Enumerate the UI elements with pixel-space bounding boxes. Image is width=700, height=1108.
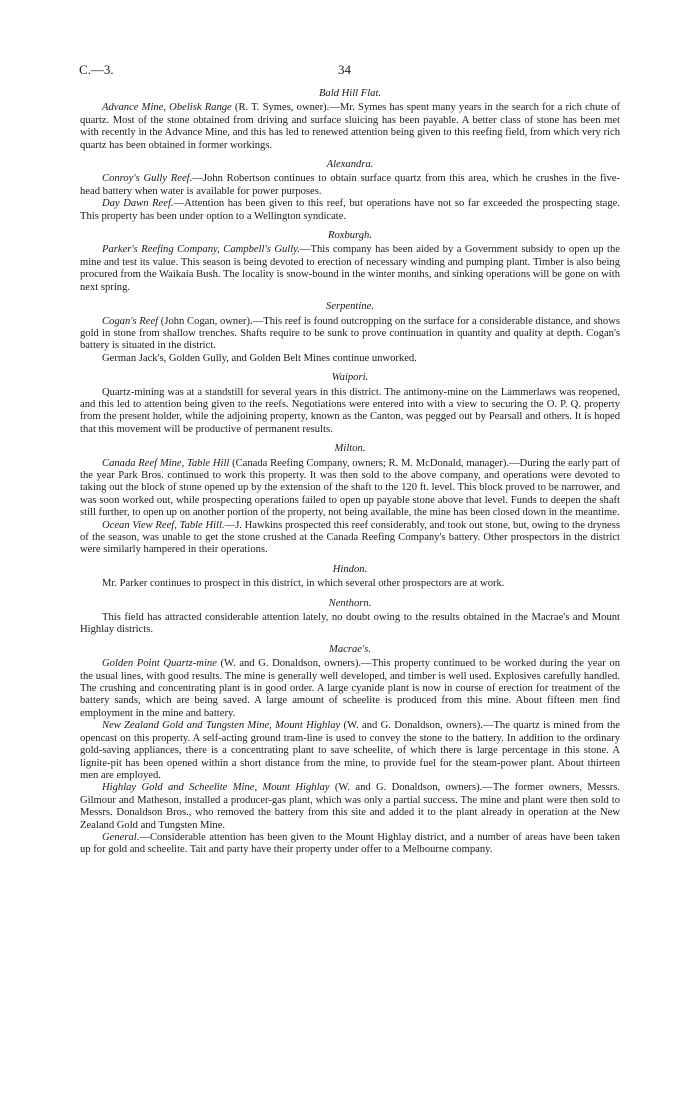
paragraph-lead: Parker's Reefing Company, Campbell's Gully. (102, 244, 300, 256)
section (80, 644, 620, 857)
paragraph-lead: Advance Mine, Obelisk Range (102, 102, 232, 114)
paragraph-text: (W. and G. Donaldson, owners).—The former owners, Messrs. Gilmour and Matheson, installed a producer-gas plant, which was only a partial success. The mine and plant were then sold to Messrs. Donaldson Bros., who removed the battery from this site and added it to the plant already in operation at the New Zealand Gold and Tungsten Mine. (80, 782, 620, 831)
section (80, 301, 620, 365)
section-heading: Roxburgh. (327, 230, 373, 242)
paragraph (80, 458, 620, 520)
section-heading: Bald Hill Flat. (318, 88, 382, 99)
paragraph-text: —John Robertson continues to obtain surface quartz from this area, which he crushes in the five-head battery when water is available for power purposes. (80, 173, 621, 197)
paragraph-lead: Highlay Gold and Scheelite Mine, Mount Highlay (102, 782, 330, 794)
report-code: C.—3. (79, 62, 114, 77)
paragraph (80, 353, 620, 365)
paragraph (80, 316, 620, 353)
paragraph-text: (W. and G. Donaldson, owners).—This property continued to be worked during the year on the usual lines, with good results. The mine is generally well developed, and timber is well used. Explosives carefully handled. The crushing and concentrating plant is in good order. A large cyanide plant is now in course of erection for treatment of the battery sands, which are being saved. A large amount of scheelite is produced from this mine. About fifteen men find employment in the mine and battery. (80, 658, 620, 719)
section (80, 230, 620, 294)
paragraph (80, 102, 620, 152)
paragraph (80, 612, 620, 637)
page-number: 34 (338, 62, 351, 77)
section (80, 159, 620, 223)
section (80, 564, 620, 591)
paragraph-lead: Golden Point Quartz-mine (102, 658, 217, 670)
paragraph-text: —J. Hawkins prospected this reef considerably, and took out stone, but, owing to the dryness of the season, was unable to get the stone crushed at the Canada Reefing Company's battery. Other prospectors in the district were similarly hampered in their operations. (80, 519, 620, 556)
paragraph-text: —Attention has been given to this reef, but operations have not so far exceeded the prospecting stage. This property has been under option to a Wellington syndicate. (80, 198, 620, 222)
paragraph-text: —Considerable attention has been given to the Mount Highlay district, and a number of areas have been taken up for gold and scheelite. Tait and party have their property under offer to a Melbourne company. (80, 831, 620, 856)
paragraph (80, 782, 620, 832)
section (80, 88, 620, 152)
paragraph (80, 720, 620, 782)
section-heading: Milton. (334, 443, 366, 455)
section (80, 598, 620, 637)
paragraph-lead: New Zealand Gold and Tungsten Mine, Mount Highlay (102, 720, 341, 732)
paragraph-lead: General. (102, 831, 140, 843)
section (80, 443, 620, 557)
paragraph (80, 520, 620, 557)
section-heading: Alexandra. (326, 159, 374, 171)
paragraph-lead: Day Dawn Reef. (102, 198, 174, 210)
paragraph (80, 173, 620, 198)
paragraph-text: (John Cogan, owner).—This reef is found outcropping on the surface for a considerable distance, and shows gold in stone from shallow trenches. Shafts require to be sunk to prove continuation in quantity and quality at depth. Cogan's battery is situated in the district. (80, 315, 621, 352)
paragraph (80, 387, 620, 437)
section-heading: Serpentine. (326, 301, 374, 313)
paragraph-lead: Ocean View Reef, Table Hill. (102, 519, 225, 531)
paragraph-text: —This company has been aided by a Government subsidy to open up the mine and test its value. This season is being devoted to erection of necessary winding and pumping plant. Timber is also being procured from the Waikaia Bush. The locality is snow-bound in the winter months, and sinking operations will be gone on with next spring. (80, 244, 620, 293)
paragraph-text: German Jack's, Golden Gully, and Golden Belt Mines continue unworked. (102, 352, 417, 364)
paragraph (80, 244, 620, 294)
paragraph-text: (W. and G. Donaldson, owners).—The quartz is mined from the opencast on this property. A self-acting ground tram-line is used to convey the stone to the battery. In addition to the ordinary gold-saving appliances, there is a concentrating plant to save scheelite, of which there is large percentage in this stone. A lignite-pit has been opened within a short distance from the mine, to provide fuel for the steam-power plant. About thirteen men are employed. (80, 720, 620, 781)
section-heading: Nenthorn. (328, 597, 372, 609)
paragraph-text: (Canada Reefing Company, owners; R. M. McDonald, manager).—During the early part of the year Park Bros. continued to work this property. It was then sold to the above company, and operations were devoted to taking out the block of stone opened up by the extension of the shaft to the 120 ft. level. This block proved to be narrower, and was soon worked out, while prospecting operations failed to open up payable stone above that level. Funds to deepen the shaft still further, to open up on another portion of the property, not being available, the mine has been closed down in the meantime. (80, 457, 620, 519)
section-heading: Waipori. (331, 372, 369, 384)
paragraph (80, 832, 620, 857)
paragraph-text: This field has attracted considerable attention lately, no doubt owing to the results obtained in the Macrae's and Mount Highlay districts. (80, 612, 620, 636)
paragraph (80, 658, 620, 720)
section (80, 372, 620, 436)
paragraph-text: (R. T. Symes, owner).—Mr. Symes has spent many years in the search for a rich chute of quartz. Most of the stone obtained from driving and surface sluicing has been payable. A better class of stone has been met with recently in the Advance Mine, and this has led to renewed attention being given to this reefing field, from which very rich quartz has been obtained in former workings. (80, 102, 620, 151)
section-heading: Hindon. (332, 563, 368, 575)
paragraph (80, 198, 620, 223)
paragraph-text: Mr. Parker continues to prospect in this district, in which several other prospectors are at work. (102, 578, 505, 590)
paragraph-lead: Conroy's Gully Reef. (102, 173, 193, 185)
paragraph (80, 578, 620, 590)
paragraph-lead: Canada Reef Mine, Table Hill (102, 457, 230, 469)
document-body (80, 88, 620, 857)
paragraph-text: Quartz-mining was at a standstill for several years in this district. The antimony-mine on the Lammerlaws was reopened, and this led to attention being given to the reefs. Negotiations were entered into with a view to securing the O. P. Q. property from the present holder, while the adjoining property, known as the Canton, was pegged out by Pearsall and others. It is hoped that this movement will be productive of permanent results. (80, 386, 620, 435)
paragraph-lead: Cogan's Reef (102, 315, 159, 327)
section-heading: Macrae's. (329, 643, 371, 655)
